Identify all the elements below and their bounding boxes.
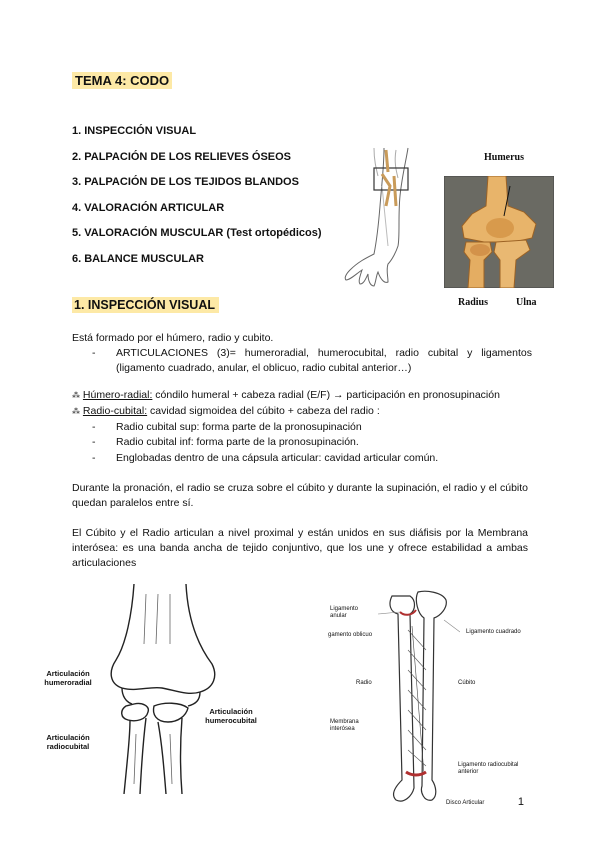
intro-text: Está formado por el húmero, radio y cubito. xyxy=(72,332,274,344)
toc-item: 5. VALORACIÓN MUSCULAR (Test ortopédicos) xyxy=(72,227,322,239)
rc-bullet: - Radio cubital sup: forma parte de la pronosupinación xyxy=(92,420,532,435)
humerocubital-label: Articulación humerocubital xyxy=(205,707,257,725)
bullet-icon: ⁂ xyxy=(72,391,80,400)
humero-radial-item xyxy=(72,389,500,401)
elbow-joints-figure xyxy=(96,584,256,794)
rc-bullet-text: Englobadas dentro de una cápsula articular: cavidad articular común. xyxy=(116,452,439,464)
radio-label: Radio xyxy=(356,680,372,686)
page-title: TEMA 4: CODO xyxy=(72,72,172,89)
articulaciones-bullet: - ARTICULACIONES (3)= humeroradial, humerocubital, radio cubital y ligamentos (ligamento cuadrado, anular, el oblicuo, radio cubital anterior…) xyxy=(92,347,532,374)
articulaciones-text: ARTICULACIONES (3)= humeroradial, humerocubital, radio cubital y ligamentos (ligamento cuadrado, anular, el oblicuo, radio cubital anterior…) xyxy=(116,347,532,374)
humero-radial-text: cóndilo humeral + cabeza radial (E/F) → participación en pronosupinación xyxy=(152,389,500,401)
humeroradial-label: Articulación humeroradial xyxy=(44,669,92,687)
toc-list xyxy=(72,124,322,277)
radius-label: Radius xyxy=(458,297,489,308)
ligamento-radiocubital-label: Ligamento radiocubital anterior xyxy=(458,762,519,775)
bullet-icon: ⁂ xyxy=(72,407,80,416)
radio-cubital-term: Radio-cubital: xyxy=(82,405,148,417)
ligamento-anular-label: Ligamento anular xyxy=(330,606,359,619)
radio-cubital-text: cavidad sigmoidea del cúbito + cabeza del radio : xyxy=(147,405,380,417)
pronacion-paragraph: Durante la pronación, el radio se cruza sobre el cúbito y durante la supinación, el radio y el cúbito quedan paralelos entre sí. xyxy=(72,482,528,509)
ulna-label: Ulna xyxy=(516,297,537,308)
disco-articular-label: Disco Articular xyxy=(446,800,485,806)
rc-bullet-text: Radio cubital inf: forma parte de la pronosupinación. xyxy=(116,436,359,448)
rc-bullet-text: Radio cubital sup: forma parte de la pronosupinación xyxy=(116,421,362,433)
section-heading: 1. INSPECCIÓN VISUAL xyxy=(72,297,219,313)
membrana-paragraph: El Cúbito y el Radio articulan a nivel proximal y están unidos en sus diáfisis por la Membrana interósea: es una banda ancha de tejido conjuntivo, que los une y ofrece estabilidad a ambas articulaciones xyxy=(72,527,528,569)
ligamento-oblicuo-label: gamento oblicuo xyxy=(328,632,373,638)
toc-item: 4. VALORACIÓN ARTICULAR xyxy=(72,201,225,214)
cubito-label: Cúbito xyxy=(458,680,476,686)
toc-item: 6. BALANCE MUSCULAR xyxy=(72,252,204,265)
ligamento-cuadrado-label: Ligamento cuadrado xyxy=(466,629,521,635)
membrana-interosea-label: Membrana interósea xyxy=(330,719,359,732)
radiocubital-label: Articulación radiocubital xyxy=(46,733,90,751)
interosseous-membrane-figure xyxy=(378,590,460,806)
rc-bullet: - Englobadas dentro de una cápsula articular: cavidad articular común. xyxy=(92,451,532,466)
elbow-photo-image xyxy=(444,176,554,288)
humerus-label: Humerus xyxy=(484,152,524,163)
arm-sketch-image xyxy=(336,146,436,290)
rc-bullet: - Radio cubital inf: forma parte de la pronosupinación. xyxy=(92,435,532,450)
toc-item: 1. INSPECCIÓN VISUAL xyxy=(72,125,197,137)
page-number: 1 xyxy=(517,796,524,808)
toc-item: 2. PALPACIÓN DE LOS RELIEVES ÓSEOS xyxy=(72,150,292,163)
toc-item: 3. PALPACIÓN DE LOS TEJIDOS BLANDOS xyxy=(72,176,299,188)
humero-radial-term: Húmero-radial: xyxy=(82,389,153,401)
radio-cubital-item xyxy=(72,405,380,417)
